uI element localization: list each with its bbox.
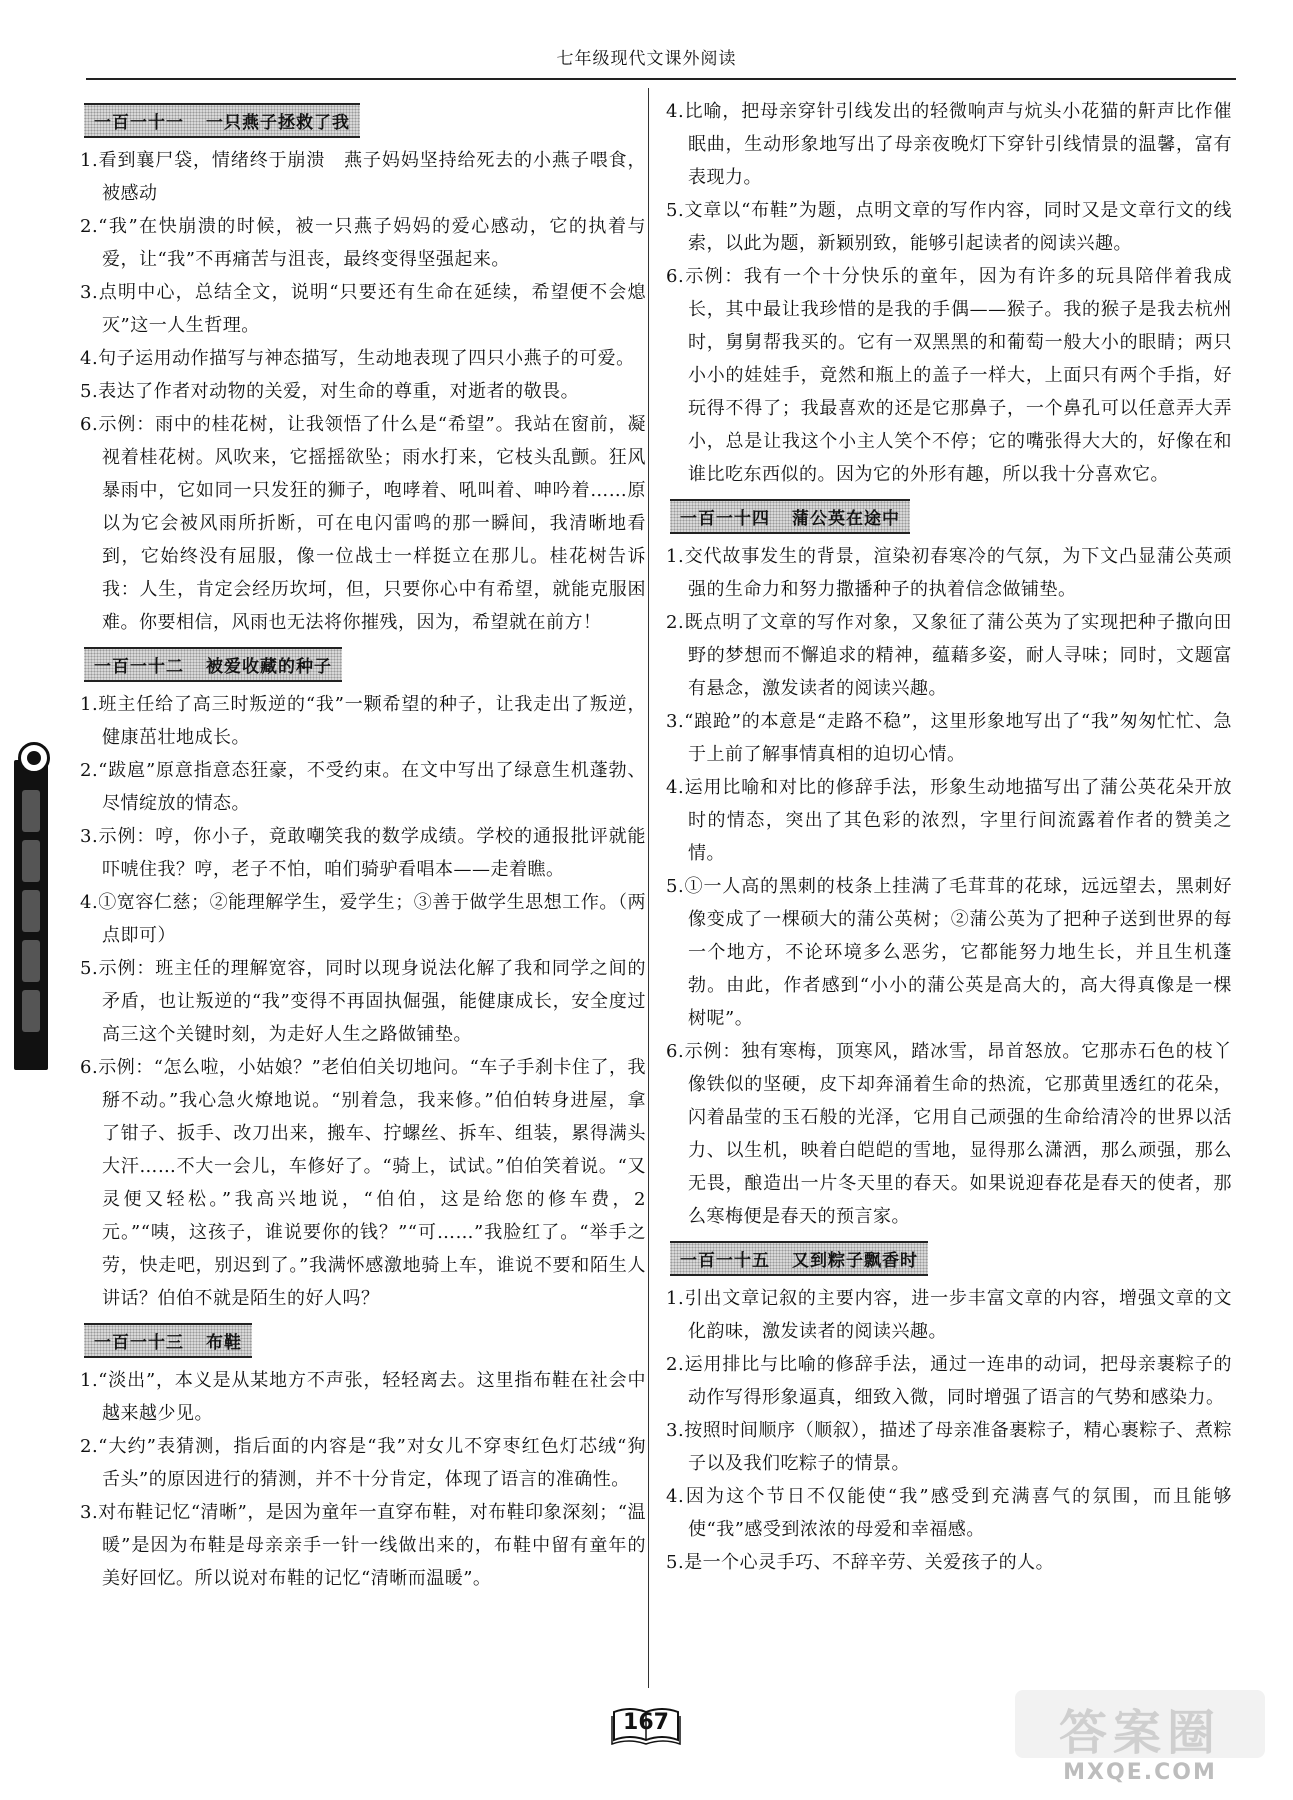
answer-item: 3.“踉跄”的本意是“走路不稳”，这里形象地写出了“我”匆匆忙忙、急于上前了解事情真相的迫切心情。 [666,711,1232,765]
answer-item: 5.文章以“布鞋”为题，点明文章的写作内容，同时又是文章行文的线索，以此为题，新颖别致，能够引起读者的阅读兴趣。 [666,200,1232,254]
column-divider [648,88,649,1688]
answer-item: 2.“我”在快崩溃的时候，被一只燕子妈妈的爱心感动，它的执着与爱，让“我”不再痛苦与沮丧，最终变得坚强起来。 [80,216,646,270]
answer-item: 2.“大约”表猜测，指后面的内容是“我”对女儿不穿枣红色灯芯绒“狗舌头”的原因进行的猜测，并不十分肯定，体现了语言的准确性。 [80,1436,646,1490]
answer-item: 4.①宽容仁慈；②能理解学生，爱学生；③善于做学生思想工作。（两点即可） [80,892,646,946]
answer-item: 2.既点明了文章的写作对象，又象征了蒲公英为了实现把种子撒向田野的梦想而不懈追求的精神，蕴藉多姿，耐人寻味；同时，文题富有悬念，激发读者的阅读兴趣。 [666,612,1232,699]
answer-item: 5.表达了作者对动物的关爱，对生命的尊重，对逝者的敬畏。 [80,381,580,402]
answer-item: 4.句子运用动作描写与神态描写，生动地表现了四只小燕子的可爱。 [80,348,635,369]
answer-item: 3.对布鞋记忆“清晰”，是因为童年一直穿布鞋，对布鞋印象深刻；“温暖”是因为布鞋是母亲亲手一针一线做出来的，布鞋中留有童年的美好回忆。所以说对布鞋的记忆“清晰而温暖”。 [80,1502,646,1589]
answer-item: 3.示例：哼，你小子，竟敢嘲笑我的数学成绩。学校的通报批评就能吓唬住我？哼，老子不怕，咱们骑驴看唱本——走着瞧。 [80,826,646,880]
answer-item: 4.运用比喻和对比的修辞手法，形象生动地描写出了蒲公英花朵开放时的情态，突出了其色彩的浓烈，字里行间流露着作者的赞美之情。 [666,777,1232,864]
answer-item: 5.①一人高的黑刺的枝条上挂满了毛茸茸的花球，远远望去，黑刺好像变成了一棵硕大的蒲公英树；②蒲公英为了把种子送到世界的每一个地方，不论环境多么恶劣，它都能努力地生长，并且生机蓬勃。由此，作者感到“小小的蒲公英是高大的，高大得真像是一棵树呢”。 [666,876,1232,1029]
side-tab-ring-icon [18,742,50,774]
answer-item: 4.比喻，把母亲穿针引线发出的轻微响声与炕头小花猫的鼾声比作催眠曲，生动形象地写出了母亲夜晚灯下穿针引线情景的温馨，富有表现力。 [666,101,1232,188]
watermark-text: 答案圈 [1058,1705,1221,1761]
header-rule [86,78,1236,80]
answer-item: 5.是一个心灵手巧、不辞辛劳、关爱孩子的人。 [666,1552,1055,1573]
section-title: 被爱收藏的种子 [206,657,332,677]
watermark-logo [1015,1690,1265,1790]
answer-item: 6.示例：“怎么啦，小姑娘？”老伯伯关切地问。“车子手刹卡住了，我掰不动。”我心急火燎地说。“别着急，我来修。”伯伯转身进屋，拿了钳子、扳手、改刀出来，搬车、拧螺丝、拆车、组装，累得满头大汗……不大一会儿，车修好了。“骑上，试试。”伯伯笑着说。“又灵便又轻松。”我高兴地说，“伯伯，这是给您的修车费，2元。”“咦，这孩子，谁说要你的钱？”“可……”我脸红了。“举手之劳，快走吧，别迟到了。”我满怀感激地骑上车，谁说不要和陌生人讲话？伯伯不就是陌生的好人吗？ [80,1057,646,1309]
section-number: 一百一十三 [94,1333,184,1353]
section-header-112 [84,647,342,682]
right-column [666,95,1232,1579]
section-number: 一百一十四 [680,509,770,529]
left-column [80,95,646,1595]
side-tab [14,760,48,1070]
section-number: 一百一十一 [94,113,184,133]
section-title: 蒲公英在途中 [792,509,900,529]
answer-item: 1.交代故事发生的背景，渲染初春寒冷的气氛，为下文凸显蒲公英顽强的生命力和努力撒播种子的执着信念做铺垫。 [666,546,1232,600]
answer-item: 6.示例：独有寒梅，顶寒风，踏冰雪，昂首怒放。它那赤石色的枝丫像铁似的坚硬，皮下却奔涌着生命的热流，它那黄里透红的花朵，闪着晶莹的玉石般的光泽，它用自己顽强的生命给清冷的世界以活力、以生机，映着白皑皑的雪地，显得那么潇洒，那么顽强，那么无畏，酿造出一片冬天里的春天。如果说迎春花是春天的使者，那么寒梅便是春天的预言家。 [666,1041,1232,1227]
answer-item: 1.引出文章记叙的主要内容，进一步丰富文章的内容，增强文章的文化韵味，激发读者的阅读兴趣。 [666,1288,1232,1342]
section-title: 一只燕子拯救了我 [206,113,350,133]
answer-item: 6.示例：雨中的桂花树，让我领悟了什么是“希望”。我站在窗前，凝视着桂花树。风吹来，它摇摇欲坠；雨水打来，它枝头乱颤。狂风暴雨中，它如同一只发狂的狮子，咆哮着、吼叫着、呻吟着……原以为它会被风雨所折断，可在电闪雷鸣的那一瞬间，我清晰地看到，它始终没有屈服，像一位战士一样挺立在那儿。桂花树告诉我：人生，肯定会经历坎坷，但，只要你心中有希望，就能克服困难。你要相信，风雨也无法将你摧残，因为，希望就在前方！ [80,414,646,633]
section-header-113 [84,1323,252,1358]
answer-item: 4.因为这个节日不仅能使“我”感受到充满喜气的氛围，而且能够使“我”感受到浓浓的母爱和幸福感。 [666,1486,1232,1540]
section-header-114 [670,499,910,534]
answer-item: 2.运用排比与比喻的修辞手法，通过一连串的动词，把母亲裹粽子的动作写得形象逼真，细致入微，同时增强了语言的气势和感染力。 [666,1354,1232,1408]
answer-item: 3.按照时间顺序（顺叙），描述了母亲准备裹粽子，精心裹粽子、煮粽子以及我们吃粽子的情景。 [666,1420,1232,1474]
answer-item: 5.示例：班主任的理解宽容，同时以现身说法化解了我和同学之间的矛盾，也让叛逆的“我”变得不再固执倔强，能健康成长，安全度过高三这个关键时刻，为走好人生之路做铺垫。 [80,958,646,1045]
section-title: 布鞋 [206,1333,242,1353]
page-header-title: 七年级现代文课外阅读 [556,49,737,69]
watermark-url: MXQE.COM [1063,1760,1217,1785]
answer-item: 1.看到襄尸袋，情绪终于崩溃 燕子妈妈坚持给死去的小燕子喂食，被感动 [80,150,646,204]
section-header-115 [670,1241,928,1276]
answer-item: 2.“跋扈”原意指意态狂豪，不受约束。在文中写出了绿意生机蓬勃、尽情绽放的情态。 [80,760,646,814]
section-number: 一百一十二 [94,657,184,677]
answer-item: 1.班主任给了高三时叛逆的“我”一颗希望的种子，让我走出了叛逆，健康茁壮地成长。 [80,694,646,748]
section-number: 一百一十五 [680,1251,770,1271]
answer-item: 6.示例：我有一个十分快乐的童年，因为有许多的玩具陪伴着我成长，其中最让我珍惜的是我的手偶——猴子。我的猴子是我去杭州时，舅舅帮我买的。它有一双黑黑的和葡萄一般大小的眼睛；两只小小的娃娃手，竟然和瓶上的盖子一样大，上面只有两个手指，好玩得不得了；我最喜欢的还是它那鼻子，一个鼻孔可以任意弄大弄小，总是让我这个小主人笑个不停；它的嘴张得大大的，好像在和谁比吃东西似的。因为它的外形有趣，所以我十分喜欢它。 [666,266,1232,485]
answer-item: 3.点明中心，总结全文，说明“只要还有生命在延续，希望便不会熄灭”这一人生哲理。 [80,282,646,336]
page-number: 167 [623,1710,669,1735]
section-title: 又到粽子飘香时 [792,1251,918,1271]
answer-item: 1.“淡出”，本义是从某地方不声张，轻轻离去。这里指布鞋在社会中越来越少见。 [80,1370,646,1424]
section-header-111 [84,103,360,138]
page-number-badge [610,1706,682,1746]
